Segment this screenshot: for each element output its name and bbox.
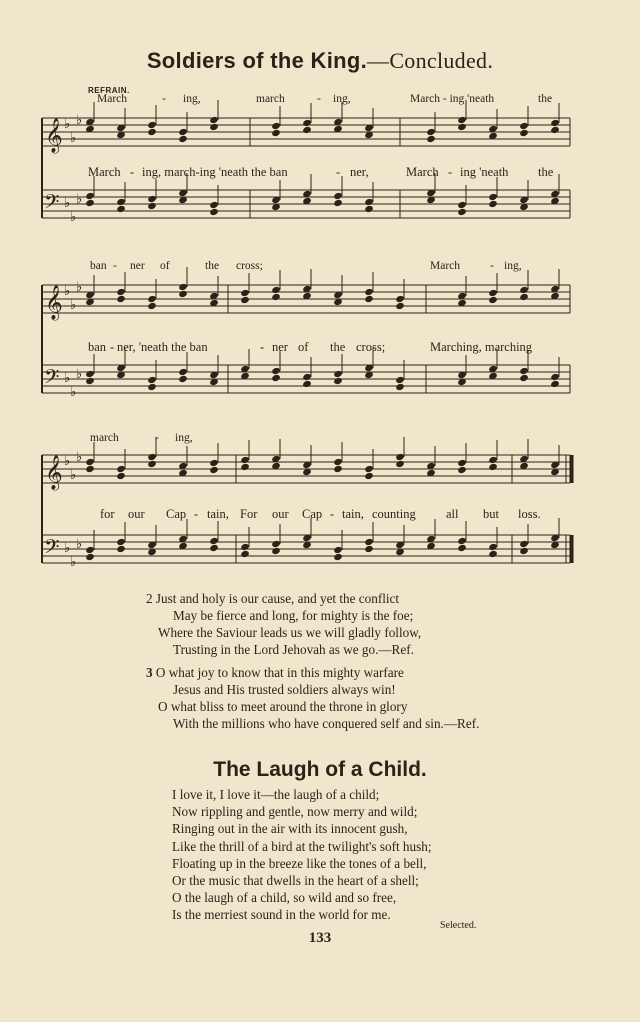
lyric: - [260,340,265,354]
note-head [178,368,188,376]
lyric: of [160,260,170,272]
poem-line: Ringing out in the air with its innocent gush, [172,821,408,837]
lyric: ing, [504,260,522,272]
note-head [85,553,95,561]
poem-line: Like the thrill of a bird at the twilight's soft hush; [172,838,432,854]
flat-sign: ♭ [76,537,83,552]
note-head [85,192,95,200]
verse-line: Trusting in the Lord Jehovah as we go.—Ref. [173,642,414,657]
note-head [271,374,281,382]
note-head [302,380,312,388]
flat-sign: ♭ [70,385,77,400]
flat-sign: ♭ [64,454,71,469]
lyric: Cap [302,507,323,521]
bass-clef: 𝄢 [44,365,60,393]
note-head [457,116,467,124]
treble-clef: 𝄞 [45,285,63,320]
lyric: the [330,340,346,354]
note-head [209,123,219,131]
poem-line: Is the merriest sound in the world for me. [172,907,391,923]
lyric: loss. [518,507,541,521]
note-head [209,537,219,545]
flat-sign: ♭ [70,131,77,146]
poem-body [172,786,432,924]
lyric: ban [88,340,107,354]
note-head [364,472,374,480]
note-head [147,295,157,303]
note-head [147,302,157,310]
verse-3 [146,664,479,732]
flat-sign: ♭ [76,113,83,128]
note-head [147,460,157,468]
verse-number: 2 [146,591,153,606]
note-head [209,466,219,474]
note-head [271,367,281,375]
note-head [240,296,250,304]
note-head [550,373,560,381]
note-head [116,205,126,213]
verse-line: Where the Saviour leads us we will gladly follow, [158,625,422,640]
note-head [333,192,343,200]
note-head [333,199,343,207]
lyric: - [162,93,166,105]
lyric: - [113,260,117,272]
note-head [116,545,126,553]
note-head [364,205,374,213]
flat-sign: ♭ [70,468,77,483]
verse-2 [146,590,421,658]
note-head [457,208,467,216]
note-head [395,383,405,391]
flat-sign: ♭ [76,450,83,465]
lyric: our [128,507,145,521]
note-head [395,460,405,468]
lyric: the [538,93,553,105]
lyric: - [448,165,453,179]
note-head [395,453,405,461]
lyric: of [298,340,309,354]
note-head [178,375,188,383]
lyric: March [430,260,461,272]
note-head [333,465,343,473]
note-head [488,289,498,297]
note-head [271,122,281,130]
treble-clef: 𝄞 [45,118,63,153]
note-head [488,296,498,304]
note-head [488,456,498,464]
note-head [519,540,529,548]
note-head [85,199,95,207]
lyric: ner [272,340,288,354]
note-head [271,129,281,137]
note-head [116,538,126,546]
note-head [519,293,529,301]
note-head [147,202,157,210]
note-head [364,288,374,296]
poem-line: I love it, I love it—the laugh of a child; [172,787,380,802]
lyric: tain, [342,507,364,521]
note-head [364,538,374,546]
note-head [302,119,312,127]
note-head [271,540,281,548]
note-head [147,453,157,461]
lyric: ban [90,260,107,272]
lyric: march [256,93,285,105]
verse-line: With the millions who have conquered self and sin.—Ref. [173,716,480,731]
note-head [147,121,157,129]
flat-sign: ♭ [76,280,83,295]
note-head [85,546,95,554]
lyric: ner [130,260,145,272]
lyric: ing, march-ing 'neath the ban [142,165,288,179]
note-head [426,135,436,143]
note-head [85,377,95,385]
note-head [364,295,374,303]
verse-number: 3 [146,665,153,680]
note-head [178,290,188,298]
lyric: Marching, marching [430,340,533,354]
lyric: - [155,432,159,444]
verse-line: Just and holy is our cause, and yet the conflict [155,591,400,606]
lyric: tain, [207,507,229,521]
flat-sign: ♭ [76,192,83,207]
note-head [271,547,281,555]
lyric: for [100,507,115,521]
note-head [240,543,250,551]
note-head [333,546,343,554]
note-head [147,195,157,203]
bass-clef: 𝄢 [44,190,60,218]
poem-title: The Laugh of a Child. [213,758,427,781]
note-head [395,295,405,303]
note-head [116,288,126,296]
note-head [271,293,281,301]
poem-attribution: Selected. [440,920,477,931]
flat-sign: ♭ [64,371,71,386]
lyric: ing, [333,93,351,105]
note-head [209,201,219,209]
lyric: - [194,507,199,521]
note-head [550,380,560,388]
lyric: March - ing 'neath [410,93,495,105]
poem-line: O the laugh of a child, so wild and so free, [172,890,397,906]
lyric: cross; [236,260,263,272]
note-head [209,459,219,467]
flat-sign: ♭ [70,298,77,313]
note-head [147,376,157,384]
note-head [85,465,95,473]
lyric: - [130,165,135,179]
note-head [519,374,529,382]
note-head [457,537,467,545]
note-head [457,459,467,467]
lyric: cross; [356,340,386,354]
note-head [364,198,374,206]
lyric: ing, [175,432,193,444]
note-head [488,200,498,208]
lyric: counting [372,507,416,521]
note-head [209,208,219,216]
note-head [426,128,436,136]
lyric: - [336,165,341,179]
note-head [240,463,250,471]
flat-sign: ♭ [64,284,71,299]
note-head [550,126,560,134]
note-head [240,456,250,464]
flat-sign: ♭ [76,367,83,382]
note-head [488,543,498,551]
note-head [209,544,219,552]
note-head [147,383,157,391]
note-head [178,135,188,143]
note-head [116,472,126,480]
lyric: but [483,507,499,521]
note-head [550,119,560,127]
lyric: ner, 'neath the ban [117,340,208,354]
lyric: - [110,340,115,354]
note-head [302,373,312,381]
verse-line: Jesus and His trusted soldiers always win! [173,682,396,697]
note-head [240,289,250,297]
lyric: our [272,507,289,521]
lyric: the [538,165,554,179]
note-head [457,123,467,131]
poem-line: Now rippling and gentle, now merry and wild; [172,804,418,820]
note-head [519,122,529,130]
note-head [364,465,374,473]
note-head [519,286,529,294]
hymn-title-sub: —Concluded. [367,48,494,73]
note-head [333,377,343,385]
note-head [85,458,95,466]
refrain-label: REFRAIN. [88,86,130,95]
lyric: March [88,165,121,179]
note-head [116,198,126,206]
note-head [85,370,95,378]
lyric: ing 'neath [460,165,509,179]
note-head [395,302,405,310]
note-head [457,201,467,209]
poem-line: Or the music that dwells in the heart of a shell; [172,873,419,889]
flat-sign: ♭ [64,117,71,132]
note-head [488,193,498,201]
lyric: March [406,165,439,179]
verse-line: O what joy to know that in this mighty warfare [155,665,404,680]
verse-line: O what bliss to meet around the throne in glory [158,699,408,714]
note-head [333,370,343,378]
lyric: - [317,93,321,105]
note-head [488,463,498,471]
flat-sign: ♭ [64,541,71,556]
lyric: March [97,93,128,105]
flat-sign: ♭ [70,555,77,570]
lyric: the [205,260,220,272]
note-head [271,286,281,294]
note-head [395,376,405,384]
note-head [116,295,126,303]
lyric: ner, [350,165,369,179]
note-head [116,465,126,473]
page-number: 133 [308,930,332,946]
note-head [178,128,188,136]
lyric: march [90,432,119,444]
note-head [364,545,374,553]
note-head [519,547,529,555]
note-head [147,128,157,136]
note-head [333,458,343,466]
lyric: Cap [166,507,187,521]
lyric: For [240,507,258,521]
note-head [519,367,529,375]
lyric: ing, [183,93,201,105]
flat-sign: ♭ [70,210,77,225]
note-head [302,126,312,134]
note-head [209,116,219,124]
note-head [488,550,498,558]
treble-clef: 𝄞 [45,455,63,490]
flat-sign: ♭ [64,196,71,211]
note-head [457,466,467,474]
verse-line: May be fierce and long, for mighty is the foe; [173,608,414,623]
hymn-title-main: Soldiers of the King. [146,48,368,73]
note-head [519,129,529,137]
bass-clef: 𝄢 [44,535,60,563]
note-head [333,553,343,561]
lyric: all [446,507,459,521]
note-head [178,283,188,291]
note-head [240,550,250,558]
poem-line: Floating up in the breeze like the tones of a bell, [172,855,427,871]
lyric: - [490,260,494,272]
note-head [457,544,467,552]
lyric: - [330,507,335,521]
